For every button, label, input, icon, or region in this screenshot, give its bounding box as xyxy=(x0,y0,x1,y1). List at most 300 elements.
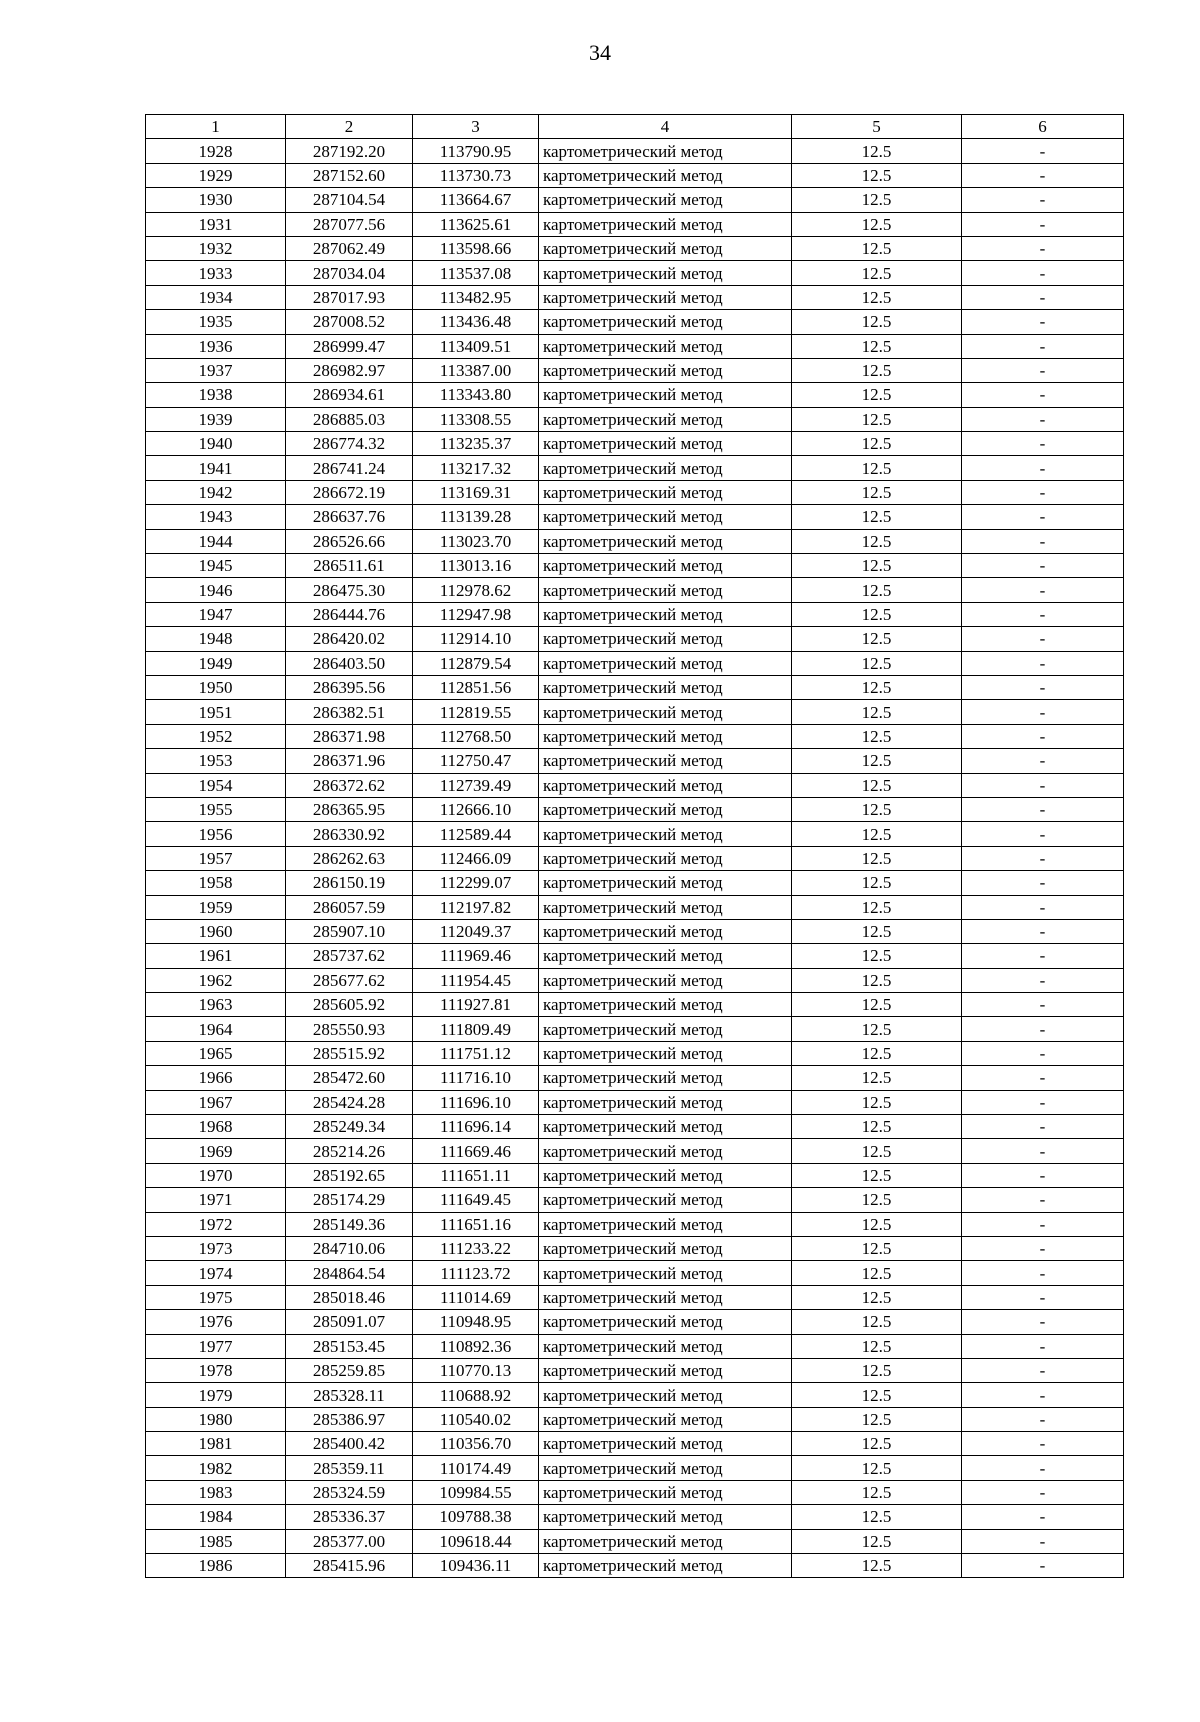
y-coordinate-cell: 111014.69 xyxy=(413,1285,539,1309)
x-coordinate-cell: 287192.20 xyxy=(286,139,413,163)
x-coordinate-cell: 285249.34 xyxy=(286,1115,413,1139)
point-number-cell: 1950 xyxy=(146,675,286,699)
table-row xyxy=(146,456,1124,480)
table-row xyxy=(146,139,1124,163)
y-coordinate-cell: 109788.38 xyxy=(413,1505,539,1529)
note-cell: - xyxy=(962,163,1124,187)
method-cell: картометрический метод xyxy=(539,1163,792,1187)
table-row xyxy=(146,1285,1124,1309)
table-row xyxy=(146,1212,1124,1236)
note-cell: - xyxy=(962,1212,1124,1236)
x-coordinate-cell: 285415.96 xyxy=(286,1554,413,1578)
point-number-cell: 1986 xyxy=(146,1554,286,1578)
table-row xyxy=(146,505,1124,529)
note-cell: - xyxy=(962,871,1124,895)
table-row xyxy=(146,1480,1124,1504)
table-header xyxy=(146,115,1124,139)
x-coordinate-cell: 285386.97 xyxy=(286,1407,413,1431)
point-number-cell: 1943 xyxy=(146,505,286,529)
point-number-cell: 1936 xyxy=(146,334,286,358)
method-cell: картометрический метод xyxy=(539,554,792,578)
accuracy-cell: 12.5 xyxy=(792,1505,962,1529)
table-row xyxy=(146,700,1124,724)
note-cell: - xyxy=(962,822,1124,846)
x-coordinate-cell: 286395.56 xyxy=(286,675,413,699)
x-coordinate-cell: 285550.93 xyxy=(286,1017,413,1041)
accuracy-cell: 12.5 xyxy=(792,602,962,626)
accuracy-cell: 12.5 xyxy=(792,1456,962,1480)
note-cell: - xyxy=(962,846,1124,870)
point-number-cell: 1942 xyxy=(146,480,286,504)
note-cell: - xyxy=(962,944,1124,968)
method-cell: картометрический метод xyxy=(539,188,792,212)
accuracy-cell: 12.5 xyxy=(792,822,962,846)
method-cell: картометрический метод xyxy=(539,919,792,943)
table-row xyxy=(146,1017,1124,1041)
note-cell: - xyxy=(962,285,1124,309)
accuracy-cell: 12.5 xyxy=(792,358,962,382)
point-number-cell: 1945 xyxy=(146,554,286,578)
y-coordinate-cell: 113790.95 xyxy=(413,139,539,163)
accuracy-cell: 12.5 xyxy=(792,651,962,675)
method-cell: картометрический метод xyxy=(539,797,792,821)
note-cell: - xyxy=(962,1529,1124,1553)
y-coordinate-cell: 111716.10 xyxy=(413,1066,539,1090)
x-coordinate-cell: 285472.60 xyxy=(286,1066,413,1090)
accuracy-cell: 12.5 xyxy=(792,1017,962,1041)
y-coordinate-cell: 113664.67 xyxy=(413,188,539,212)
table-row xyxy=(146,407,1124,431)
x-coordinate-cell: 285091.07 xyxy=(286,1310,413,1334)
note-cell: - xyxy=(962,407,1124,431)
table-row xyxy=(146,1236,1124,1260)
x-coordinate-cell: 285377.00 xyxy=(286,1529,413,1553)
column-header: 1 xyxy=(146,115,286,139)
table-body xyxy=(146,139,1124,1578)
y-coordinate-cell: 111651.16 xyxy=(413,1212,539,1236)
point-number-cell: 1980 xyxy=(146,1407,286,1431)
method-cell: картометрический метод xyxy=(539,675,792,699)
method-cell: картометрический метод xyxy=(539,1017,792,1041)
y-coordinate-cell: 110540.02 xyxy=(413,1407,539,1431)
table-row xyxy=(146,358,1124,382)
method-cell: картометрический метод xyxy=(539,895,792,919)
table-row xyxy=(146,212,1124,236)
y-coordinate-cell: 111696.10 xyxy=(413,1090,539,1114)
y-coordinate-cell: 113387.00 xyxy=(413,358,539,382)
note-cell: - xyxy=(962,627,1124,651)
note-cell: - xyxy=(962,749,1124,773)
x-coordinate-cell: 287062.49 xyxy=(286,236,413,260)
table-row xyxy=(146,1090,1124,1114)
table-row xyxy=(146,602,1124,626)
point-number-cell: 1959 xyxy=(146,895,286,919)
accuracy-cell: 12.5 xyxy=(792,261,962,285)
y-coordinate-cell: 109984.55 xyxy=(413,1480,539,1504)
x-coordinate-cell: 286774.32 xyxy=(286,432,413,456)
table-row xyxy=(146,1139,1124,1163)
note-cell: - xyxy=(962,554,1124,578)
note-cell: - xyxy=(962,334,1124,358)
x-coordinate-cell: 287104.54 xyxy=(286,188,413,212)
table-row xyxy=(146,749,1124,773)
x-coordinate-cell: 284710.06 xyxy=(286,1236,413,1260)
note-cell: - xyxy=(962,432,1124,456)
table-row xyxy=(146,310,1124,334)
table-row xyxy=(146,1505,1124,1529)
accuracy-cell: 12.5 xyxy=(792,944,962,968)
point-number-cell: 1931 xyxy=(146,212,286,236)
point-number-cell: 1968 xyxy=(146,1115,286,1139)
x-coordinate-cell: 286262.63 xyxy=(286,846,413,870)
x-coordinate-cell: 285359.11 xyxy=(286,1456,413,1480)
note-cell: - xyxy=(962,602,1124,626)
note-cell: - xyxy=(962,1383,1124,1407)
note-cell: - xyxy=(962,310,1124,334)
method-cell: картометрический метод xyxy=(539,1115,792,1139)
x-coordinate-cell: 287077.56 xyxy=(286,212,413,236)
point-number-cell: 1957 xyxy=(146,846,286,870)
point-number-cell: 1951 xyxy=(146,700,286,724)
point-number-cell: 1932 xyxy=(146,236,286,260)
method-cell: картометрический метод xyxy=(539,1358,792,1382)
method-cell: картометрический метод xyxy=(539,1041,792,1065)
method-cell: картометрический метод xyxy=(539,163,792,187)
y-coordinate-cell: 112947.98 xyxy=(413,602,539,626)
note-cell: - xyxy=(962,1285,1124,1309)
note-cell: - xyxy=(962,212,1124,236)
note-cell: - xyxy=(962,1358,1124,1382)
point-number-cell: 1958 xyxy=(146,871,286,895)
column-header: 2 xyxy=(286,115,413,139)
x-coordinate-cell: 285907.10 xyxy=(286,919,413,943)
y-coordinate-cell: 113482.95 xyxy=(413,285,539,309)
method-cell: картометрический метод xyxy=(539,456,792,480)
table-row xyxy=(146,1407,1124,1431)
x-coordinate-cell: 285515.92 xyxy=(286,1041,413,1065)
method-cell: картометрический метод xyxy=(539,480,792,504)
accuracy-cell: 12.5 xyxy=(792,895,962,919)
x-coordinate-cell: 286511.61 xyxy=(286,554,413,578)
table-row xyxy=(146,675,1124,699)
x-coordinate-cell: 286372.62 xyxy=(286,773,413,797)
accuracy-cell: 12.5 xyxy=(792,1066,962,1090)
method-cell: картометрический метод xyxy=(539,773,792,797)
column-header: 5 xyxy=(792,115,962,139)
method-cell: картометрический метод xyxy=(539,383,792,407)
x-coordinate-cell: 286371.98 xyxy=(286,724,413,748)
method-cell: картометрический метод xyxy=(539,724,792,748)
method-cell: картометрический метод xyxy=(539,602,792,626)
note-cell: - xyxy=(962,773,1124,797)
column-header: 4 xyxy=(539,115,792,139)
accuracy-cell: 12.5 xyxy=(792,432,962,456)
accuracy-cell: 12.5 xyxy=(792,627,962,651)
x-coordinate-cell: 286934.61 xyxy=(286,383,413,407)
note-cell: - xyxy=(962,1041,1124,1065)
y-coordinate-cell: 111809.49 xyxy=(413,1017,539,1041)
accuracy-cell: 12.5 xyxy=(792,1334,962,1358)
point-number-cell: 1928 xyxy=(146,139,286,163)
method-cell: картометрический метод xyxy=(539,968,792,992)
point-number-cell: 1949 xyxy=(146,651,286,675)
point-number-cell: 1929 xyxy=(146,163,286,187)
method-cell: картометрический метод xyxy=(539,212,792,236)
y-coordinate-cell: 113409.51 xyxy=(413,334,539,358)
x-coordinate-cell: 285018.46 xyxy=(286,1285,413,1309)
accuracy-cell: 12.5 xyxy=(792,212,962,236)
point-number-cell: 1978 xyxy=(146,1358,286,1382)
x-coordinate-cell: 286526.66 xyxy=(286,529,413,553)
accuracy-cell: 12.5 xyxy=(792,919,962,943)
point-number-cell: 1939 xyxy=(146,407,286,431)
method-cell: картометрический метод xyxy=(539,1456,792,1480)
y-coordinate-cell: 110174.49 xyxy=(413,1456,539,1480)
point-number-cell: 1964 xyxy=(146,1017,286,1041)
note-cell: - xyxy=(962,1090,1124,1114)
table-row xyxy=(146,480,1124,504)
point-number-cell: 1982 xyxy=(146,1456,286,1480)
y-coordinate-cell: 111649.45 xyxy=(413,1188,539,1212)
method-cell: картометрический метод xyxy=(539,1505,792,1529)
x-coordinate-cell: 286403.50 xyxy=(286,651,413,675)
table-row xyxy=(146,1334,1124,1358)
accuracy-cell: 12.5 xyxy=(792,236,962,260)
point-number-cell: 1933 xyxy=(146,261,286,285)
method-cell: картометрический метод xyxy=(539,139,792,163)
accuracy-cell: 12.5 xyxy=(792,1163,962,1187)
accuracy-cell: 12.5 xyxy=(792,1480,962,1504)
method-cell: картометрический метод xyxy=(539,334,792,358)
accuracy-cell: 12.5 xyxy=(792,993,962,1017)
point-number-cell: 1966 xyxy=(146,1066,286,1090)
accuracy-cell: 12.5 xyxy=(792,1529,962,1553)
x-coordinate-cell: 286365.95 xyxy=(286,797,413,821)
table-row xyxy=(146,968,1124,992)
x-coordinate-cell: 285605.92 xyxy=(286,993,413,1017)
point-number-cell: 1962 xyxy=(146,968,286,992)
table-row xyxy=(146,163,1124,187)
table-row xyxy=(146,846,1124,870)
x-coordinate-cell: 285214.26 xyxy=(286,1139,413,1163)
method-cell: картометрический метод xyxy=(539,285,792,309)
point-number-cell: 1944 xyxy=(146,529,286,553)
table-row xyxy=(146,578,1124,602)
accuracy-cell: 12.5 xyxy=(792,188,962,212)
y-coordinate-cell: 113023.70 xyxy=(413,529,539,553)
y-coordinate-cell: 113436.48 xyxy=(413,310,539,334)
note-cell: - xyxy=(962,968,1124,992)
y-coordinate-cell: 112914.10 xyxy=(413,627,539,651)
method-cell: картометрический метод xyxy=(539,310,792,334)
method-cell: картометрический метод xyxy=(539,407,792,431)
table-row xyxy=(146,1456,1124,1480)
x-coordinate-cell: 286382.51 xyxy=(286,700,413,724)
point-number-cell: 1973 xyxy=(146,1236,286,1260)
point-number-cell: 1972 xyxy=(146,1212,286,1236)
accuracy-cell: 12.5 xyxy=(792,456,962,480)
note-cell: - xyxy=(962,675,1124,699)
note-cell: - xyxy=(962,1163,1124,1187)
x-coordinate-cell: 285259.85 xyxy=(286,1358,413,1382)
table-row xyxy=(146,285,1124,309)
method-cell: картометрический метод xyxy=(539,1334,792,1358)
note-cell: - xyxy=(962,1066,1124,1090)
x-coordinate-cell: 286999.47 xyxy=(286,334,413,358)
accuracy-cell: 12.5 xyxy=(792,383,962,407)
accuracy-cell: 12.5 xyxy=(792,139,962,163)
accuracy-cell: 12.5 xyxy=(792,773,962,797)
point-number-cell: 1970 xyxy=(146,1163,286,1187)
accuracy-cell: 12.5 xyxy=(792,1358,962,1382)
table-row xyxy=(146,261,1124,285)
coordinates-table xyxy=(145,114,1124,1578)
method-cell: картометрический метод xyxy=(539,1310,792,1334)
point-number-cell: 1952 xyxy=(146,724,286,748)
point-number-cell: 1934 xyxy=(146,285,286,309)
y-coordinate-cell: 112978.62 xyxy=(413,578,539,602)
note-cell: - xyxy=(962,456,1124,480)
table-row xyxy=(146,627,1124,651)
table-row xyxy=(146,1383,1124,1407)
table-row xyxy=(146,1188,1124,1212)
x-coordinate-cell: 285192.65 xyxy=(286,1163,413,1187)
x-coordinate-cell: 286057.59 xyxy=(286,895,413,919)
x-coordinate-cell: 285336.37 xyxy=(286,1505,413,1529)
accuracy-cell: 12.5 xyxy=(792,1554,962,1578)
accuracy-cell: 12.5 xyxy=(792,407,962,431)
point-number-cell: 1967 xyxy=(146,1090,286,1114)
method-cell: картометрический метод xyxy=(539,1212,792,1236)
point-number-cell: 1938 xyxy=(146,383,286,407)
note-cell: - xyxy=(962,358,1124,382)
x-coordinate-cell: 287008.52 xyxy=(286,310,413,334)
method-cell: картометрический метод xyxy=(539,993,792,1017)
method-cell: картометрический метод xyxy=(539,1188,792,1212)
table-row xyxy=(146,1554,1124,1578)
method-cell: картометрический метод xyxy=(539,358,792,382)
y-coordinate-cell: 111954.45 xyxy=(413,968,539,992)
table-row xyxy=(146,773,1124,797)
accuracy-cell: 12.5 xyxy=(792,1212,962,1236)
table-row xyxy=(146,1432,1124,1456)
method-cell: картометрический метод xyxy=(539,261,792,285)
note-cell: - xyxy=(962,1407,1124,1431)
header-row xyxy=(146,115,1124,139)
note-cell: - xyxy=(962,1236,1124,1260)
y-coordinate-cell: 112197.82 xyxy=(413,895,539,919)
x-coordinate-cell: 285324.59 xyxy=(286,1480,413,1504)
method-cell: картометрический метод xyxy=(539,749,792,773)
page-number: 34 xyxy=(589,40,611,65)
note-cell: - xyxy=(962,1432,1124,1456)
point-number-cell: 1974 xyxy=(146,1261,286,1285)
point-number-cell: 1975 xyxy=(146,1285,286,1309)
table-row xyxy=(146,919,1124,943)
note-cell: - xyxy=(962,480,1124,504)
note-cell: - xyxy=(962,505,1124,529)
table-row xyxy=(146,1358,1124,1382)
y-coordinate-cell: 109436.11 xyxy=(413,1554,539,1578)
method-cell: картометрический метод xyxy=(539,627,792,651)
y-coordinate-cell: 113013.16 xyxy=(413,554,539,578)
y-coordinate-cell: 113537.08 xyxy=(413,261,539,285)
table-row xyxy=(146,383,1124,407)
table-row xyxy=(146,1066,1124,1090)
note-cell: - xyxy=(962,1310,1124,1334)
point-number-cell: 1979 xyxy=(146,1383,286,1407)
y-coordinate-cell: 113598.66 xyxy=(413,236,539,260)
note-cell: - xyxy=(962,139,1124,163)
point-number-cell: 1956 xyxy=(146,822,286,846)
accuracy-cell: 12.5 xyxy=(792,578,962,602)
note-cell: - xyxy=(962,529,1124,553)
y-coordinate-cell: 111751.12 xyxy=(413,1041,539,1065)
accuracy-cell: 12.5 xyxy=(792,749,962,773)
note-cell: - xyxy=(962,1554,1124,1578)
x-coordinate-cell: 284864.54 xyxy=(286,1261,413,1285)
y-coordinate-cell: 112879.54 xyxy=(413,651,539,675)
accuracy-cell: 12.5 xyxy=(792,334,962,358)
accuracy-cell: 12.5 xyxy=(792,700,962,724)
note-cell: - xyxy=(962,1261,1124,1285)
accuracy-cell: 12.5 xyxy=(792,1285,962,1309)
accuracy-cell: 12.5 xyxy=(792,1090,962,1114)
point-number-cell: 1946 xyxy=(146,578,286,602)
y-coordinate-cell: 113730.73 xyxy=(413,163,539,187)
method-cell: картометрический метод xyxy=(539,1066,792,1090)
accuracy-cell: 12.5 xyxy=(792,797,962,821)
note-cell: - xyxy=(962,383,1124,407)
note-cell: - xyxy=(962,724,1124,748)
x-coordinate-cell: 286637.76 xyxy=(286,505,413,529)
note-cell: - xyxy=(962,700,1124,724)
x-coordinate-cell: 285400.42 xyxy=(286,1432,413,1456)
table-row xyxy=(146,724,1124,748)
y-coordinate-cell: 112750.47 xyxy=(413,749,539,773)
point-number-cell: 1960 xyxy=(146,919,286,943)
accuracy-cell: 12.5 xyxy=(792,1310,962,1334)
table-row xyxy=(146,529,1124,553)
accuracy-cell: 12.5 xyxy=(792,554,962,578)
point-number-cell: 1965 xyxy=(146,1041,286,1065)
table-row xyxy=(146,554,1124,578)
x-coordinate-cell: 285153.45 xyxy=(286,1334,413,1358)
x-coordinate-cell: 286982.97 xyxy=(286,358,413,382)
method-cell: картометрический метод xyxy=(539,944,792,968)
note-cell: - xyxy=(962,651,1124,675)
method-cell: картометрический метод xyxy=(539,1383,792,1407)
point-number-cell: 1983 xyxy=(146,1480,286,1504)
y-coordinate-cell: 113169.31 xyxy=(413,480,539,504)
accuracy-cell: 12.5 xyxy=(792,1188,962,1212)
table-row xyxy=(146,944,1124,968)
y-coordinate-cell: 110948.95 xyxy=(413,1310,539,1334)
x-coordinate-cell: 285737.62 xyxy=(286,944,413,968)
note-cell: - xyxy=(962,895,1124,919)
y-coordinate-cell: 113625.61 xyxy=(413,212,539,236)
table-row xyxy=(146,1529,1124,1553)
table-row xyxy=(146,1261,1124,1285)
point-number-cell: 1948 xyxy=(146,627,286,651)
y-coordinate-cell: 112666.10 xyxy=(413,797,539,821)
table-row xyxy=(146,1310,1124,1334)
x-coordinate-cell: 285677.62 xyxy=(286,968,413,992)
method-cell: картометрический метод xyxy=(539,529,792,553)
note-cell: - xyxy=(962,578,1124,602)
note-cell: - xyxy=(962,993,1124,1017)
point-number-cell: 1955 xyxy=(146,797,286,821)
